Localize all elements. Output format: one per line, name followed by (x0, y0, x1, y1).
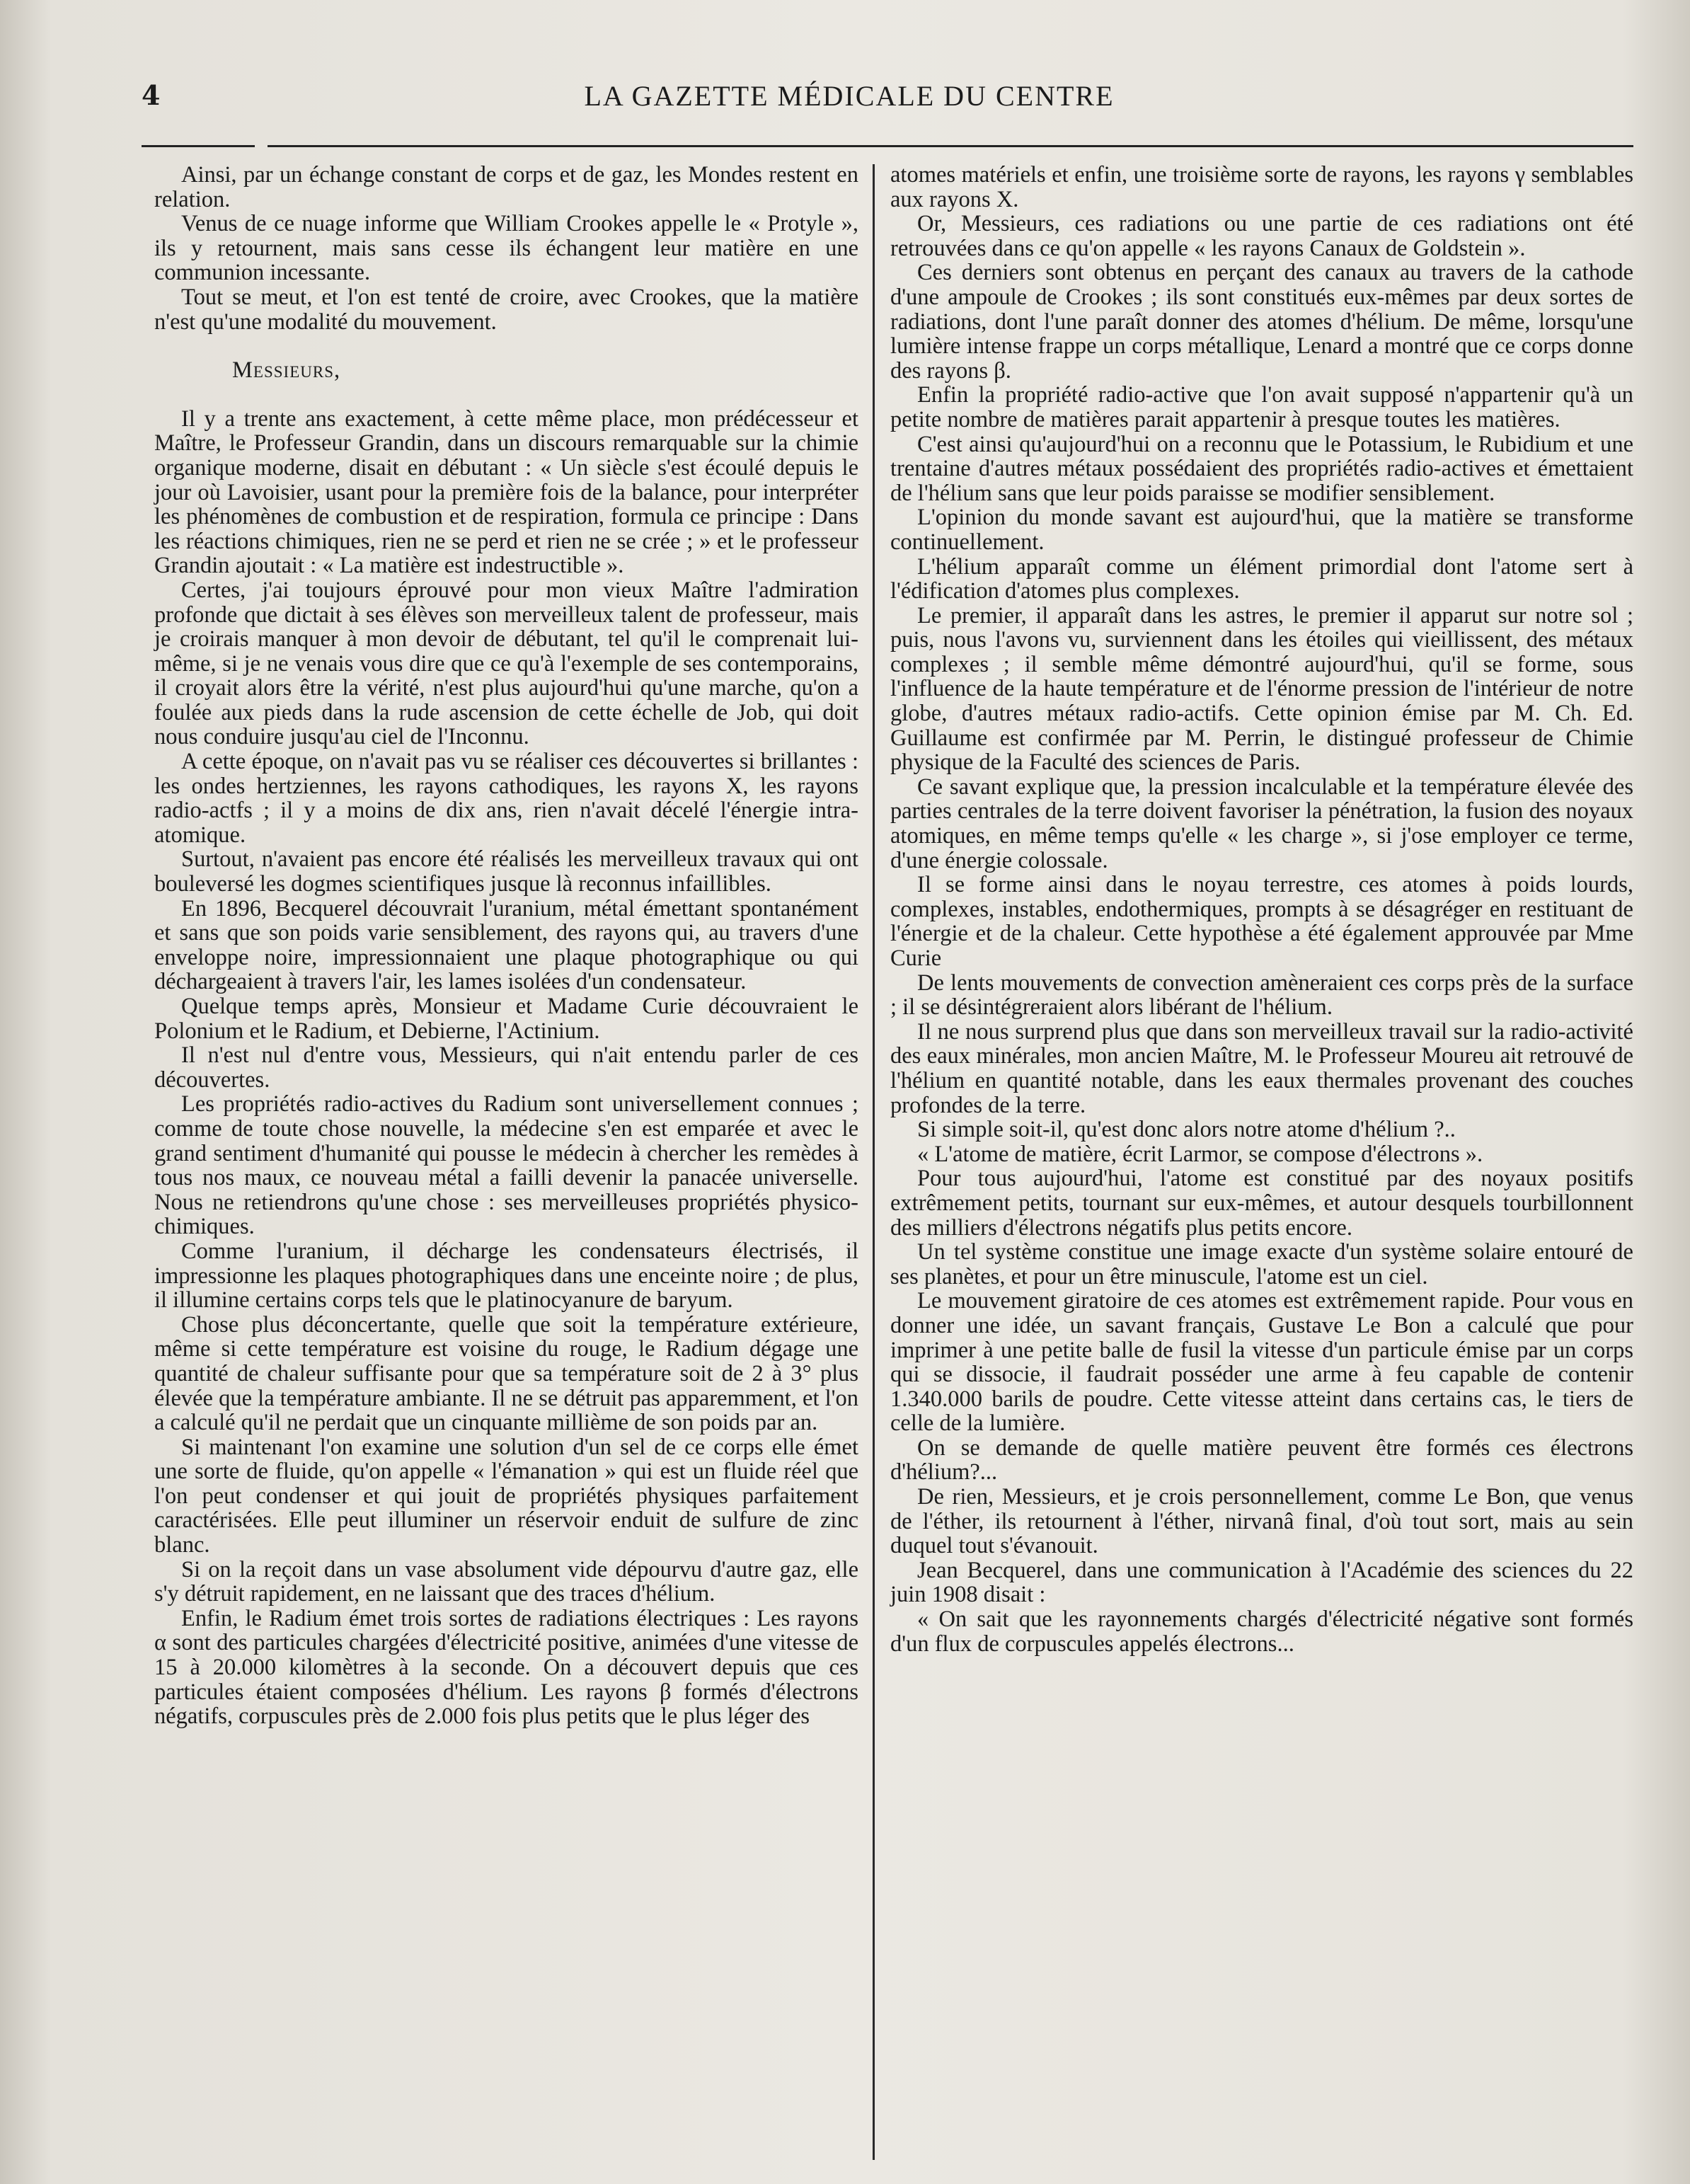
paragraph: Il ne nous surprend plus que dans son merveilleux travail sur la radio-activité des eaux minérales, mon ancien Maître, M. le Professeur Moureu ait retrouvé de l'hélium en quantité notable, dans les eaux thermales provenant des couches profondes de la terre. (890, 1018, 1633, 1118)
paragraph: Il se forme ainsi dans le noyau terrestre, ces atomes à poids lourds, complexes, instables, endothermiques, prompts à se désagréger en restituant de l'énergie et de la chaleur. Cette hypothèse a été également approuvée par Mme Curie (890, 872, 1633, 971)
journal-title: LA GAZETTE MÉDICALE DU CENTRE (584, 80, 1115, 112)
paragraph: L'opinion du monde savant est aujourd'hui, que la matière se transforme continuellement. (890, 505, 1633, 555)
column-divider (873, 164, 875, 2160)
paragraph: Quelque temps après, Monsieur et Madame Curie découvraient le Polonium et le Radium, et Debierne, l'Actinium. (154, 994, 858, 1044)
left-column (154, 163, 858, 1729)
paragraph: Or, Messieurs, ces radiations ou une partie de ces radiations ont été retrouvées dans ce qu'on appelle « les rayons Canaux de Goldstein ». (890, 211, 1633, 261)
header-rule-right (268, 145, 1633, 147)
paragraph: Venus de ce nuage informe que William Crookes appelle le « Protyle », ils y retournent, mais sans cesse ils échangent leur matière en une communion incessante. (154, 211, 858, 286)
paragraph: Pour tous aujourd'hui, l'atome est constitué par des noyaux positifs extrêmement petits, tournant sur eux-mêmes, et autour desquels tourbillonnent des milliers d'électrons négatifs plus petits encore. (890, 1166, 1633, 1241)
paragraph: Si simple soit-il, qu'est donc alors notre atome d'hélium ?.. (917, 1117, 1456, 1143)
paragraph: Enfin, le Radium émet trois sortes de radiations électriques : Les rayons α sont des particules chargées d'électricité positive, animées d'une vitesse de 15 à 20.000 kilomètres à la seconde. On a découvert depuis que ces particules étaient composées d'hélium. Les rayons β formés d'électrons négatifs, corpuscules près de 2.000 fois plus petits que le plus léger des (154, 1605, 858, 1730)
header-rule-left (142, 145, 255, 147)
paragraph: Surtout, n'avaient pas encore été réalisés les merveilleux travaux qui ont bouleversé les dogmes scientifiques jusque là reconnus infaillibles. (154, 846, 858, 897)
paragraph: L'hélium apparaît comme un élément primordial dont l'atome sert à l'édification d'atomes plus complexes. (890, 553, 1633, 604)
paragraph: Un tel système constitue une image exacte d'un système solaire entouré de ses planètes, et pour un être minuscule, l'atome est un ciel. (890, 1239, 1633, 1289)
paragraph: Il y a trente ans exactement, à cette même place, mon prédécesseur et Maître, le Professeur Grandin, dans un discours remarquable sur la chimie organique moderne, disait en débutant : « Un siècle s'est écoulé depuis le jour où Lavoisier, usant pour la première fois de la balance, pour interpréter les phénomènes de combustion et de respiration, formula ce principe : Dans les réactions chimiques, rien ne se perd et rien ne se crée ; » et le professeur Grandin ajoutait : « La matière est indestructible ». (154, 406, 858, 579)
paragraph: A cette époque, on n'avait pas vu se réaliser ces découvertes si brillantes : les ondes hertziennes, les rayons cathodiques, les rayons X, les rayons radio-actfs ; il y a moins de dix ans, rien n'avait décelé l'énergie intra-atomique. (154, 749, 858, 848)
paragraph: « On sait que les rayonnements chargés d'électricité négative sont formés d'un flux de corpuscules appelés électrons... (890, 1607, 1633, 1657)
paragraph: On se demande de quelle matière peuvent être formés ces électrons d'hélium?... (890, 1435, 1633, 1485)
page-number: 4 (142, 79, 161, 111)
paragraph: Ainsi, par un échange constant de corps et de gaz, les Mondes restent en relation. (154, 162, 858, 212)
paragraph: C'est ainsi qu'aujourd'hui on a reconnu que le Potassium, le Rubidium et une trentaine d'autres métaux possédaient des propriétés radio-actives et émettaient de l'hélium sans que leur poids paraisse se modifier sensiblement. (890, 431, 1633, 506)
paragraph: Si on la reçoit dans un vase absolument vide dépourvu d'autre gaz, elle s'y détruit rapidement, en ne laissant que des traces d'hélium. (154, 1556, 858, 1607)
paragraph: En 1896, Becquerel découvrait l'uranium, métal émettant spontanément et sans que son poids varie sensiblement, des rayons qui, au travers d'une enveloppe noire, impressionnaient une plaque photographique ou qui déchargeaient à travers l'air, les lames isolées d'un condensateur. (154, 895, 858, 995)
paragraph: Chose plus déconcertante, quelle que soit la température extérieure, même si cette température est voisine du rouge, le Radium dégage une quantité de chaleur suffisante pour que sa température soit de 2 à 3° plus élevée que la température ambiante. Il ne se détruit pas apparemment, et l'on a calculé qu'il ne perdait que un cinquante millième de son poids par an. (154, 1311, 858, 1436)
paragraph: Ce savant explique que, la pression incalculable et la température élevée des parties centrales de la terre doivent favoriser la pénétration, la fusion des noyaux atomiques, en même temps qu'elle « les charge », si j'ose employer ce terme, d'une énergie colossale. (890, 774, 1633, 873)
paragraph: Le premier, il apparaît dans les astres, le premier il apparut sur notre sol ; puis, nous l'avons vu, surviennent dans les étoiles qui vieillissent, des métaux complexes ; il semble même démontré aujourd'hui, qu'il se forme, sous l'influence de la haute température et de l'énorme pression de l'intérieur de notre globe, d'autres métaux radio-actifs. Cette opinion émise par M. Ch. Ed. Guillaume est confirmée par M. Perrin, le distingué professeur de Chimie physique de la Faculté des sciences de Paris. (890, 602, 1633, 776)
paragraph: Ces derniers sont obtenus en perçant des canaux au travers de la cathode d'une ampoule de Crookes ; ils sont constitués eux-mêmes par deux sortes de radiations, dont l'une paraît donner des atomes d'hélium. De même, lorsqu'une lumière intense frappe un corps métallique, Lenard a montré que ce corps donne des rayons β. (890, 260, 1633, 384)
paragraph: « L'atome de matière, écrit Larmor, se compose d'électrons ». (917, 1141, 1483, 1167)
page-header (134, 79, 1564, 122)
paragraph: Les propriétés radio-actives du Radium sont universellement connues ; comme de toute chose nouvelle, la médecine s'en est emparée et avec le grand sentiment d'humanité qui pousse le médecin à chercher les remèdes à tous nos maux, ce nouveau métal a failli devenir la panacée universelle. Nous ne retiendrons qu'une chose : ses merveilleuses propriétés physico-chimiques. (154, 1091, 858, 1240)
paragraph: Le mouvement giratoire de ces atomes est extrêmement rapide. Pour vous en donner une idée, un savant français, Gustave Le Bon a calculé que pour imprimer à une petite balle de fusil la vitesse d'un particule émise par un corps qui se dissocie, il faudrait posséder une arme à feu capable de contenir 1.340.000 barils de poudre. Cette vitesse atteint dans certains cas, le tiers de celle de la lumière. (890, 1288, 1633, 1437)
paragraph: Jean Becquerel, dans une communication à l'Académie des sciences du 22 juin 1908 disait : (890, 1557, 1633, 1608)
paragraph: De lents mouvements de convection amèneraient ces corps près de la surface ; il se désintégreraient alors libérant de l'hélium. (890, 970, 1633, 1021)
right-column (890, 163, 1633, 1656)
paragraph: Enfin la propriété radio-active que l'on avait supposé n'appartenir qu'à un petite nombre de matières parait appartenir à presque toutes les matières. (890, 382, 1633, 432)
paragraph: Si maintenant l'on examine une solution d'un sel de ce corps elle émet une sorte de fluide, qu'on appelle « l'émanation » qui est un fluide réel que l'on peut condenser et qui jouit de propriétés physiques parfaitement caractérisées. Elle peut illuminer un réservoir enduit de sulfure de zinc blanc. (154, 1434, 858, 1558)
paragraph: atomes matériels et enfin, une troisième sorte de rayons, les rayons γ semblables aux rayons X. (890, 162, 1633, 212)
paragraph: Comme l'uranium, il décharge les condensateurs électrisés, il impressionne les plaques photographiques dans une enceinte noire ; de plus, il illumine certains corps tels que le platinocyanure de baryum. (154, 1238, 858, 1314)
paragraph: Certes, j'ai toujours éprouvé pour mon vieux Maître l'admiration profonde que dictait à ses élèves son merveilleux talent de professeur, mais je croirais manquer à mon devoir de débutant, tel qu'il le comprenait lui-même, si je ne venais vous dire que ce qu'à l'exemple de ses contemporains, il croyait alors être la vérité, n'est plus aujourd'hui qu'une marche, qu'on a foulée aux pieds dans la rude ascension de cette échelle de Job, qui doit nous conduire jusqu'au ciel de l'Inconnu. (154, 577, 858, 750)
salutation: Messieurs, (232, 357, 341, 384)
paragraph: Il n'est nul d'entre vous, Messieurs, qui n'ait entendu parler de ces découvertes. (154, 1042, 858, 1093)
paragraph: Tout se meut, et l'on est tenté de croire, avec Crookes, que la matière n'est qu'une modalité du mouvement. (154, 284, 858, 335)
paragraph: De rien, Messieurs, et je crois personnellement, comme Le Bon, que venus de l'éther, ils retournent à l'éther, nirvanâ final, d'où tout sort, mais au sein duquel tout s'évanouit. (890, 1484, 1633, 1559)
